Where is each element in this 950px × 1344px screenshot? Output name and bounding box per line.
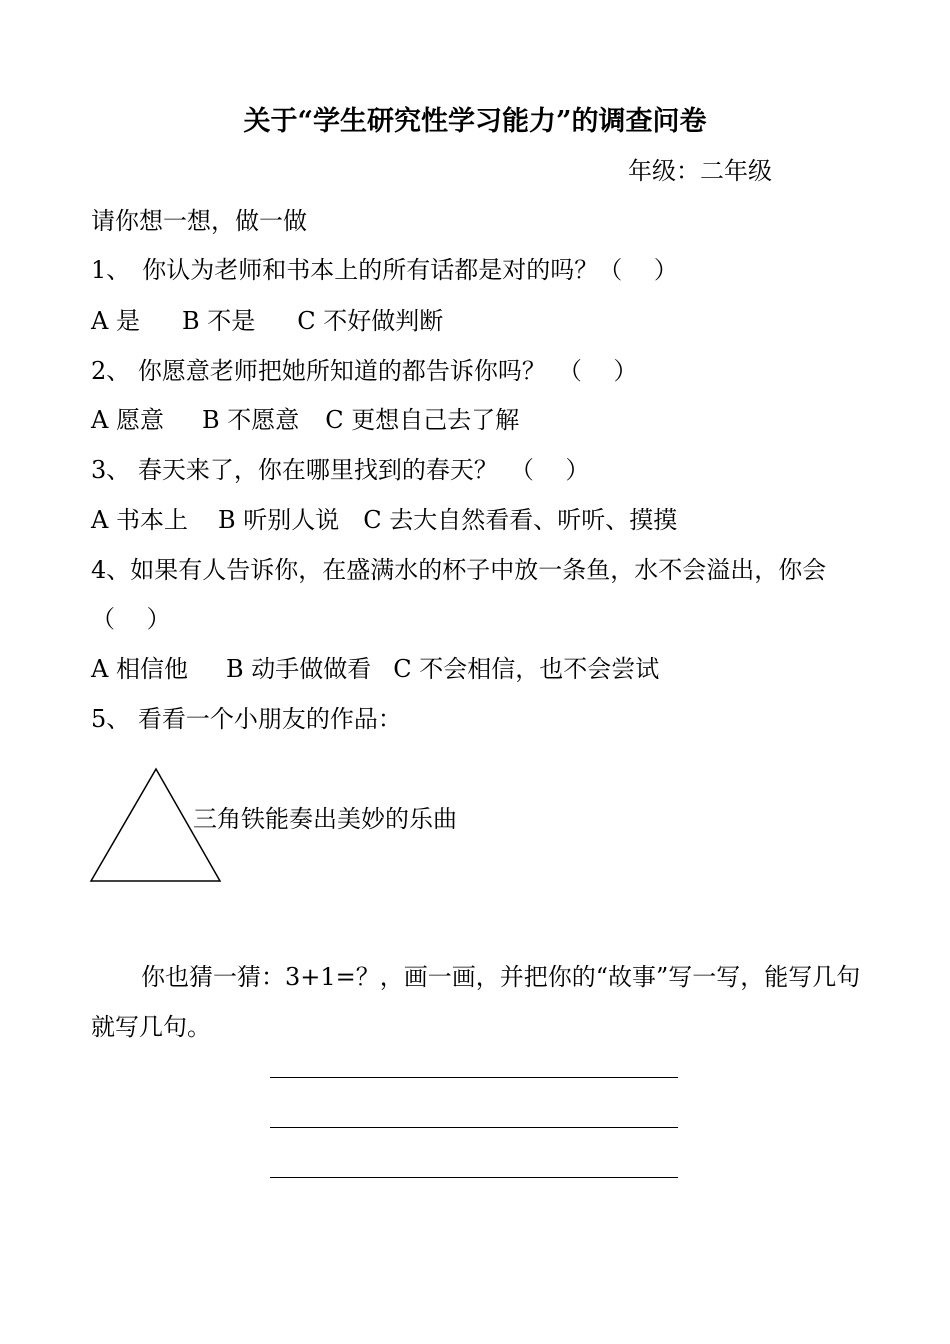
option-b: B 听别人说 xyxy=(217,506,340,534)
option-c: C 不好做判断 xyxy=(297,307,444,335)
option-b: B 动手做做看 xyxy=(225,655,372,683)
answer-line xyxy=(270,1127,678,1128)
question-4-options xyxy=(91,654,659,684)
option-a: A 是 xyxy=(91,307,140,335)
answer-line xyxy=(270,1177,678,1178)
option-a: A 愿意 xyxy=(91,406,164,434)
option-c: C 不会相信，也不会尝试 xyxy=(393,655,660,683)
question-3-options xyxy=(91,505,677,535)
question-1: 1、 你认为老师和书本上的所有话都是对的吗？（ ） xyxy=(91,256,678,284)
question-2: 2、 你愿意老师把她所知道的都告诉你吗？ （ ） xyxy=(91,357,638,385)
answer-line xyxy=(270,1077,678,1078)
question-5: 5、 看看一个小朋友的作品： xyxy=(91,705,402,733)
option-c: C 更想自己去了解 xyxy=(325,406,520,434)
option-a: A 书本上 xyxy=(91,506,188,534)
option-b: B 不愿意 xyxy=(201,406,300,434)
option-c: C 去大自然看看、听听、摸摸 xyxy=(363,506,678,534)
intro-text: 请你想一想，做一做 xyxy=(91,207,307,235)
document-title: 关于“学生研究性学习能力”的调查问卷 xyxy=(243,106,707,137)
question-1-options xyxy=(91,306,443,336)
option-b: B 不是 xyxy=(181,307,256,335)
question-3: 3、 春天来了，你在哪里找到的春天？ （ ） xyxy=(91,456,590,484)
grade-label: 年级：二年级 xyxy=(628,157,772,185)
triangle-caption: 三角铁能奏出美妙的乐曲 xyxy=(193,805,457,833)
task-paragraph: 你也猜一猜：3+1=？，画一画，并把你的“故事”写一写，能写几句就写几句。 xyxy=(91,963,861,1041)
option-a: A 相信他 xyxy=(91,655,188,683)
question-4-paren: （ ） xyxy=(91,605,171,633)
question-4: 4、如果有人告诉你，在盛满水的杯子中放一条鱼，水不会溢出，你会 xyxy=(91,556,827,584)
question-2-options xyxy=(91,405,519,435)
